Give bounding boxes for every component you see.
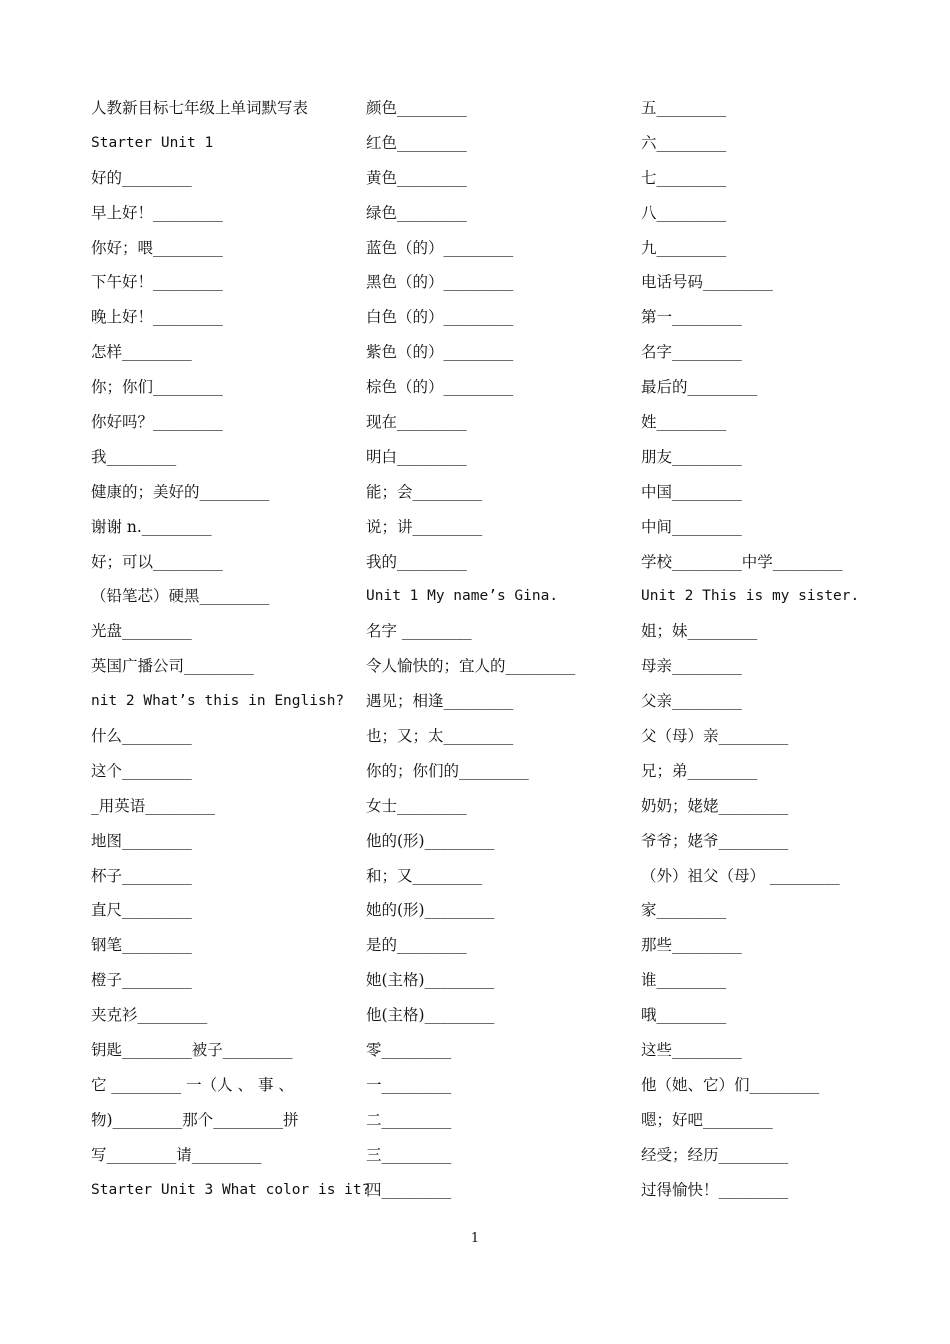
vocab-line: 我_________: [91, 447, 177, 466]
vocab-line: 英国广播公司_________: [91, 657, 254, 676]
vocab-line: 人教新目标七年级上单词默写表: [91, 99, 309, 117]
unit-heading: Starter Unit 3 What color is it?: [91, 1181, 371, 1198]
vocab-line: 他的(形)_________: [366, 831, 495, 850]
vocab-line: 奶奶；姥姥_________: [641, 796, 789, 815]
vocab-line: 中国_________: [641, 482, 742, 501]
vocab-line: 九_________: [641, 238, 727, 257]
vocab-line: 写_________请_________: [91, 1145, 262, 1164]
vocab-line: 电话号码_________: [641, 273, 773, 292]
vocab-line: 光盘_________: [91, 622, 192, 641]
vocab-line: 母亲_________: [641, 657, 742, 676]
vocab-line: 朋友_________: [641, 447, 742, 466]
vocab-line: _用英语_________: [91, 796, 216, 815]
vocab-line: 零_________: [366, 1041, 452, 1060]
column-1: [91, 96, 371, 1213]
vocab-line: 姐；妹_________: [641, 622, 758, 641]
vocab-line: 早上好！_________: [91, 203, 223, 222]
unit-heading: Unit 1 My name’s Gina.: [366, 588, 559, 605]
vocab-line: 是的_________: [366, 936, 467, 955]
vocab-line: 好；可以_________: [91, 552, 223, 571]
vocab-line: 杯子_________: [91, 866, 192, 885]
vocab-line: 她的(形)_________: [366, 901, 495, 920]
vocab-line: 现在_________: [366, 413, 467, 432]
vocab-line: 父亲_________: [641, 692, 742, 711]
vocab-line: （外）祖父（母） _________: [641, 866, 840, 885]
vocab-line: 五_________: [641, 99, 727, 117]
vocab-line: 这个_________: [91, 761, 192, 780]
vocab-line: 名字_________: [641, 343, 742, 362]
unit-heading: Unit 2 This is my sister.: [641, 588, 860, 605]
vocab-line: 家_________: [641, 901, 727, 920]
vocab-line: 它 _________ 一（人 、 事 、: [91, 1075, 294, 1094]
vocab-line: 中间_________: [641, 517, 742, 536]
vocab-line: 直尺_________: [91, 901, 192, 920]
vocab-line: 明白_________: [366, 447, 467, 466]
vocab-line: 你好；喂_________: [91, 238, 223, 257]
vocab-line: 颜色_________: [366, 99, 467, 117]
vocab-line: 最后的_________: [641, 378, 758, 397]
vocab-line: 谁_________: [641, 971, 727, 990]
vocab-line: 能；会_________: [366, 482, 483, 501]
unit-heading: Starter Unit 1: [91, 134, 214, 151]
vocab-line: 健康的；美好的_________: [91, 482, 270, 501]
vocab-line: 他（她、它）们_________: [641, 1075, 820, 1094]
unit-heading: nit 2 What’s this in English?: [91, 693, 345, 710]
vocab-line: 兄；弟_________: [641, 761, 758, 780]
vocab-line: 说；讲_________: [366, 517, 483, 536]
vocab-line: 女士_________: [366, 796, 467, 815]
vocab-line: 过得愉快！_________: [641, 1180, 789, 1199]
page-number: 1: [470, 1231, 480, 1246]
vocab-line: 好的_________: [91, 168, 192, 187]
vocab-line: 父（母）亲_________: [641, 727, 789, 746]
vocab-line: 钥匙_________被子_________: [91, 1041, 293, 1060]
vocab-line: 晚上好！_________: [91, 308, 223, 327]
vocab-line: 七_________: [641, 168, 727, 187]
vocab-line: 钢笔_________: [91, 936, 192, 955]
vocab-line: 第一_________: [641, 308, 742, 327]
vocab-line: 橙子_________: [91, 971, 192, 990]
vocab-line: 绿色_________: [366, 203, 467, 222]
column-3: [641, 96, 906, 1213]
vocab-line: 物)_________那个_________拼: [91, 1110, 299, 1129]
vocab-line: 黑色（的）_________: [366, 273, 514, 292]
vocab-line: 你好吗？_________: [91, 413, 223, 432]
vocab-line: 二_________: [366, 1110, 452, 1129]
vocab-line: 名字 _________: [366, 622, 472, 641]
vocab-line: 怎样_________: [91, 343, 192, 362]
vocab-line: 六_________: [641, 133, 727, 152]
vocab-line: 下午好！_________: [91, 273, 223, 292]
vocab-line: 紫色（的）_________: [366, 343, 514, 362]
vocab-line: 那些_________: [641, 936, 742, 955]
vocab-line: 蓝色（的）_________: [366, 238, 514, 257]
vocab-line: 嗯；好吧_________: [641, 1110, 773, 1129]
vocab-line: 什么_________: [91, 727, 192, 746]
vocab-line: 黄色_________: [366, 168, 467, 187]
vocab-line: 我的_________: [366, 552, 467, 571]
column-2: [366, 96, 631, 1213]
vocab-line: 和；又_________: [366, 866, 483, 885]
vocab-line: 这些_________: [641, 1041, 742, 1060]
vocab-line: 姓_________: [641, 413, 727, 432]
vocab-line: 四_________: [366, 1180, 452, 1199]
vocab-line: 地图_________: [91, 831, 192, 850]
vocab-line: 遇见；相逢_________: [366, 692, 514, 711]
vocab-line: 也；又；太_________: [366, 727, 514, 746]
vocab-line: （铅笔芯）硬黑_________: [91, 587, 270, 606]
vocab-line: 爷爷；姥爷_________: [641, 831, 789, 850]
vocab-line: 哦_________: [641, 1006, 727, 1025]
vocab-line: 学校_________中学_________: [641, 552, 843, 571]
vocab-line: 经受；经历_________: [641, 1145, 789, 1164]
vocab-line: 三_________: [366, 1145, 452, 1164]
vocab-line: 八_________: [641, 203, 727, 222]
vocab-line: 夹克衫_________: [91, 1006, 208, 1025]
vocab-line: 棕色（的）_________: [366, 378, 514, 397]
vocab-line: 她(主格)_________: [366, 971, 495, 990]
vocab-line: 令人愉快的；宜人的_________: [366, 657, 576, 676]
vocab-line: 你的；你们的_________: [366, 761, 529, 780]
vocab-line: 你；你们_________: [91, 378, 223, 397]
vocab-line: 谢谢 n._________: [91, 517, 212, 536]
vocab-line: 他(主格)_________: [366, 1006, 495, 1025]
vocab-line: 红色_________: [366, 133, 467, 152]
vocab-line: 一_________: [366, 1075, 452, 1094]
vocab-line: 白色（的）_________: [366, 308, 514, 327]
